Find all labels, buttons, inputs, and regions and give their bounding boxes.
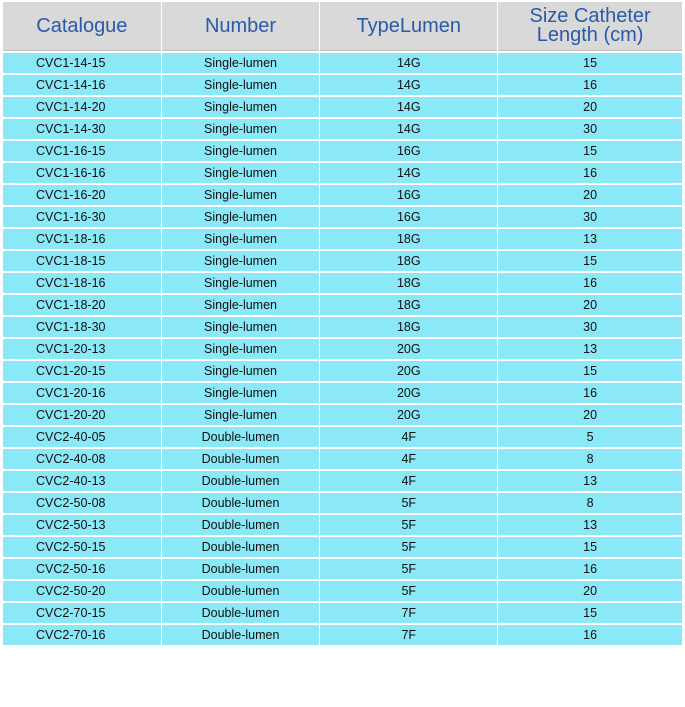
catalogue-cell: CVC2-50-20 bbox=[3, 581, 161, 601]
header-catalogue: Catalogue bbox=[3, 2, 161, 51]
size-cell: 8 bbox=[498, 449, 682, 469]
type-lumen-cell: 4F bbox=[320, 449, 497, 469]
table-row bbox=[3, 295, 682, 315]
type-lumen-cell: 14G bbox=[320, 119, 497, 139]
table-row bbox=[3, 273, 682, 293]
type-lumen-cell: 5F bbox=[320, 581, 497, 601]
table-row bbox=[3, 449, 682, 469]
number-cell: Double-lumen bbox=[162, 449, 320, 469]
catalogue-cell: CVC1-16-30 bbox=[3, 207, 161, 227]
size-cell: 20 bbox=[498, 405, 682, 425]
table-row bbox=[3, 361, 682, 381]
type-lumen-cell: 20G bbox=[320, 361, 497, 381]
size-cell: 16 bbox=[498, 559, 682, 579]
catalogue-cell: CVC1-20-15 bbox=[3, 361, 161, 381]
header-type-lumen: TypeLumen bbox=[320, 2, 497, 51]
table-row bbox=[3, 339, 682, 359]
size-cell: 20 bbox=[498, 581, 682, 601]
header-number: Number bbox=[162, 2, 320, 51]
size-cell: 13 bbox=[498, 229, 682, 249]
size-cell: 15 bbox=[498, 537, 682, 557]
table-row bbox=[3, 537, 682, 557]
number-cell: Single-lumen bbox=[162, 141, 320, 161]
number-cell: Double-lumen bbox=[162, 471, 320, 491]
catalogue-cell: CVC1-18-16 bbox=[3, 273, 161, 293]
number-cell: Double-lumen bbox=[162, 603, 320, 623]
table-row bbox=[3, 471, 682, 491]
number-cell: Single-lumen bbox=[162, 383, 320, 403]
catalogue-cell: CVC1-16-20 bbox=[3, 185, 161, 205]
number-cell: Double-lumen bbox=[162, 493, 320, 513]
number-cell: Single-lumen bbox=[162, 339, 320, 359]
table-row bbox=[3, 427, 682, 447]
table-row bbox=[3, 97, 682, 117]
type-lumen-cell: 4F bbox=[320, 427, 497, 447]
size-cell: 20 bbox=[498, 185, 682, 205]
size-cell: 16 bbox=[498, 163, 682, 183]
type-lumen-cell: 7F bbox=[320, 625, 497, 645]
type-lumen-cell: 4F bbox=[320, 471, 497, 491]
type-lumen-cell: 16G bbox=[320, 207, 497, 227]
catalogue-cell: CVC1-14-30 bbox=[3, 119, 161, 139]
type-lumen-cell: 16G bbox=[320, 185, 497, 205]
table-row bbox=[3, 207, 682, 227]
number-cell: Double-lumen bbox=[162, 559, 320, 579]
catalogue-cell: CVC1-18-16 bbox=[3, 229, 161, 249]
catalogue-cell: CVC1-14-15 bbox=[3, 53, 161, 73]
header-size-line-1: Size Catheter bbox=[529, 5, 651, 27]
table-header bbox=[3, 2, 682, 51]
number-cell: Single-lumen bbox=[162, 317, 320, 337]
number-cell: Single-lumen bbox=[162, 295, 320, 315]
size-cell: 5 bbox=[498, 427, 682, 447]
catalogue-cell: CVC1-16-15 bbox=[3, 141, 161, 161]
header-size-line-2: Length (cm) bbox=[536, 24, 644, 46]
type-lumen-cell: 20G bbox=[320, 383, 497, 403]
table-row bbox=[3, 229, 682, 249]
catalogue-cell: CVC1-18-30 bbox=[3, 317, 161, 337]
table-row bbox=[3, 119, 682, 139]
size-cell: 15 bbox=[498, 141, 682, 161]
type-lumen-cell: 18G bbox=[320, 251, 497, 271]
type-lumen-cell: 5F bbox=[320, 559, 497, 579]
type-lumen-cell: 14G bbox=[320, 163, 497, 183]
size-cell: 16 bbox=[498, 625, 682, 645]
catheter-catalogue-table bbox=[2, 0, 683, 647]
number-cell: Single-lumen bbox=[162, 75, 320, 95]
type-lumen-cell: 16G bbox=[320, 141, 497, 161]
size-cell: 30 bbox=[498, 119, 682, 139]
catalogue-cell: CVC1-14-16 bbox=[3, 75, 161, 95]
header-size-catheter-length bbox=[498, 2, 682, 51]
number-cell: Single-lumen bbox=[162, 273, 320, 293]
catalogue-cell: CVC2-50-13 bbox=[3, 515, 161, 535]
header-row bbox=[3, 2, 682, 51]
table-row bbox=[3, 405, 682, 425]
number-cell: Single-lumen bbox=[162, 229, 320, 249]
number-cell: Single-lumen bbox=[162, 361, 320, 381]
table-row bbox=[3, 317, 682, 337]
table-row bbox=[3, 603, 682, 623]
number-cell: Single-lumen bbox=[162, 97, 320, 117]
type-lumen-cell: 7F bbox=[320, 603, 497, 623]
type-lumen-cell: 18G bbox=[320, 317, 497, 337]
type-lumen-cell: 20G bbox=[320, 405, 497, 425]
table-row bbox=[3, 185, 682, 205]
number-cell: Single-lumen bbox=[162, 119, 320, 139]
size-cell: 15 bbox=[498, 603, 682, 623]
table-row bbox=[3, 141, 682, 161]
size-cell: 13 bbox=[498, 471, 682, 491]
type-lumen-cell: 5F bbox=[320, 537, 497, 557]
type-lumen-cell: 18G bbox=[320, 229, 497, 249]
size-cell: 15 bbox=[498, 361, 682, 381]
size-cell: 16 bbox=[498, 75, 682, 95]
type-lumen-cell: 14G bbox=[320, 97, 497, 117]
table-row bbox=[3, 53, 682, 73]
number-cell: Double-lumen bbox=[162, 537, 320, 557]
catalogue-cell: CVC2-70-15 bbox=[3, 603, 161, 623]
catalogue-cell: CVC2-40-08 bbox=[3, 449, 161, 469]
catalogue-cell: CVC2-50-15 bbox=[3, 537, 161, 557]
catalogue-cell: CVC1-20-20 bbox=[3, 405, 161, 425]
table-row bbox=[3, 163, 682, 183]
catalogue-cell: CVC1-16-16 bbox=[3, 163, 161, 183]
catalogue-cell: CVC2-50-08 bbox=[3, 493, 161, 513]
table-row bbox=[3, 625, 682, 645]
table-row bbox=[3, 515, 682, 535]
type-lumen-cell: 18G bbox=[320, 295, 497, 315]
number-cell: Double-lumen bbox=[162, 625, 320, 645]
number-cell: Single-lumen bbox=[162, 53, 320, 73]
size-cell: 20 bbox=[498, 97, 682, 117]
size-cell: 16 bbox=[498, 273, 682, 293]
number-cell: Single-lumen bbox=[162, 405, 320, 425]
size-cell: 15 bbox=[498, 53, 682, 73]
size-cell: 30 bbox=[498, 317, 682, 337]
size-cell: 13 bbox=[498, 515, 682, 535]
catalogue-cell: CVC1-20-16 bbox=[3, 383, 161, 403]
catalogue-cell: CVC2-50-16 bbox=[3, 559, 161, 579]
table-body bbox=[3, 53, 682, 645]
catalogue-cell: CVC2-40-13 bbox=[3, 471, 161, 491]
number-cell: Double-lumen bbox=[162, 581, 320, 601]
number-cell: Double-lumen bbox=[162, 515, 320, 535]
size-cell: 15 bbox=[498, 251, 682, 271]
catalogue-cell: CVC1-14-20 bbox=[3, 97, 161, 117]
table-row bbox=[3, 581, 682, 601]
size-cell: 30 bbox=[498, 207, 682, 227]
size-cell: 16 bbox=[498, 383, 682, 403]
size-cell: 8 bbox=[498, 493, 682, 513]
catalogue-cell: CVC1-20-13 bbox=[3, 339, 161, 359]
size-cell: 13 bbox=[498, 339, 682, 359]
type-lumen-cell: 14G bbox=[320, 75, 497, 95]
number-cell: Double-lumen bbox=[162, 427, 320, 447]
catalogue-cell: CVC2-70-16 bbox=[3, 625, 161, 645]
number-cell: Single-lumen bbox=[162, 163, 320, 183]
size-cell: 20 bbox=[498, 295, 682, 315]
type-lumen-cell: 14G bbox=[320, 53, 497, 73]
number-cell: Single-lumen bbox=[162, 207, 320, 227]
number-cell: Single-lumen bbox=[162, 251, 320, 271]
table-row bbox=[3, 559, 682, 579]
number-cell: Single-lumen bbox=[162, 185, 320, 205]
table-row bbox=[3, 383, 682, 403]
catalogue-cell: CVC1-18-15 bbox=[3, 251, 161, 271]
type-lumen-cell: 5F bbox=[320, 493, 497, 513]
type-lumen-cell: 20G bbox=[320, 339, 497, 359]
catalogue-cell: CVC2-40-05 bbox=[3, 427, 161, 447]
type-lumen-cell: 18G bbox=[320, 273, 497, 293]
table-row bbox=[3, 75, 682, 95]
table-row bbox=[3, 493, 682, 513]
catalogue-cell: CVC1-18-20 bbox=[3, 295, 161, 315]
type-lumen-cell: 5F bbox=[320, 515, 497, 535]
table-row bbox=[3, 251, 682, 271]
